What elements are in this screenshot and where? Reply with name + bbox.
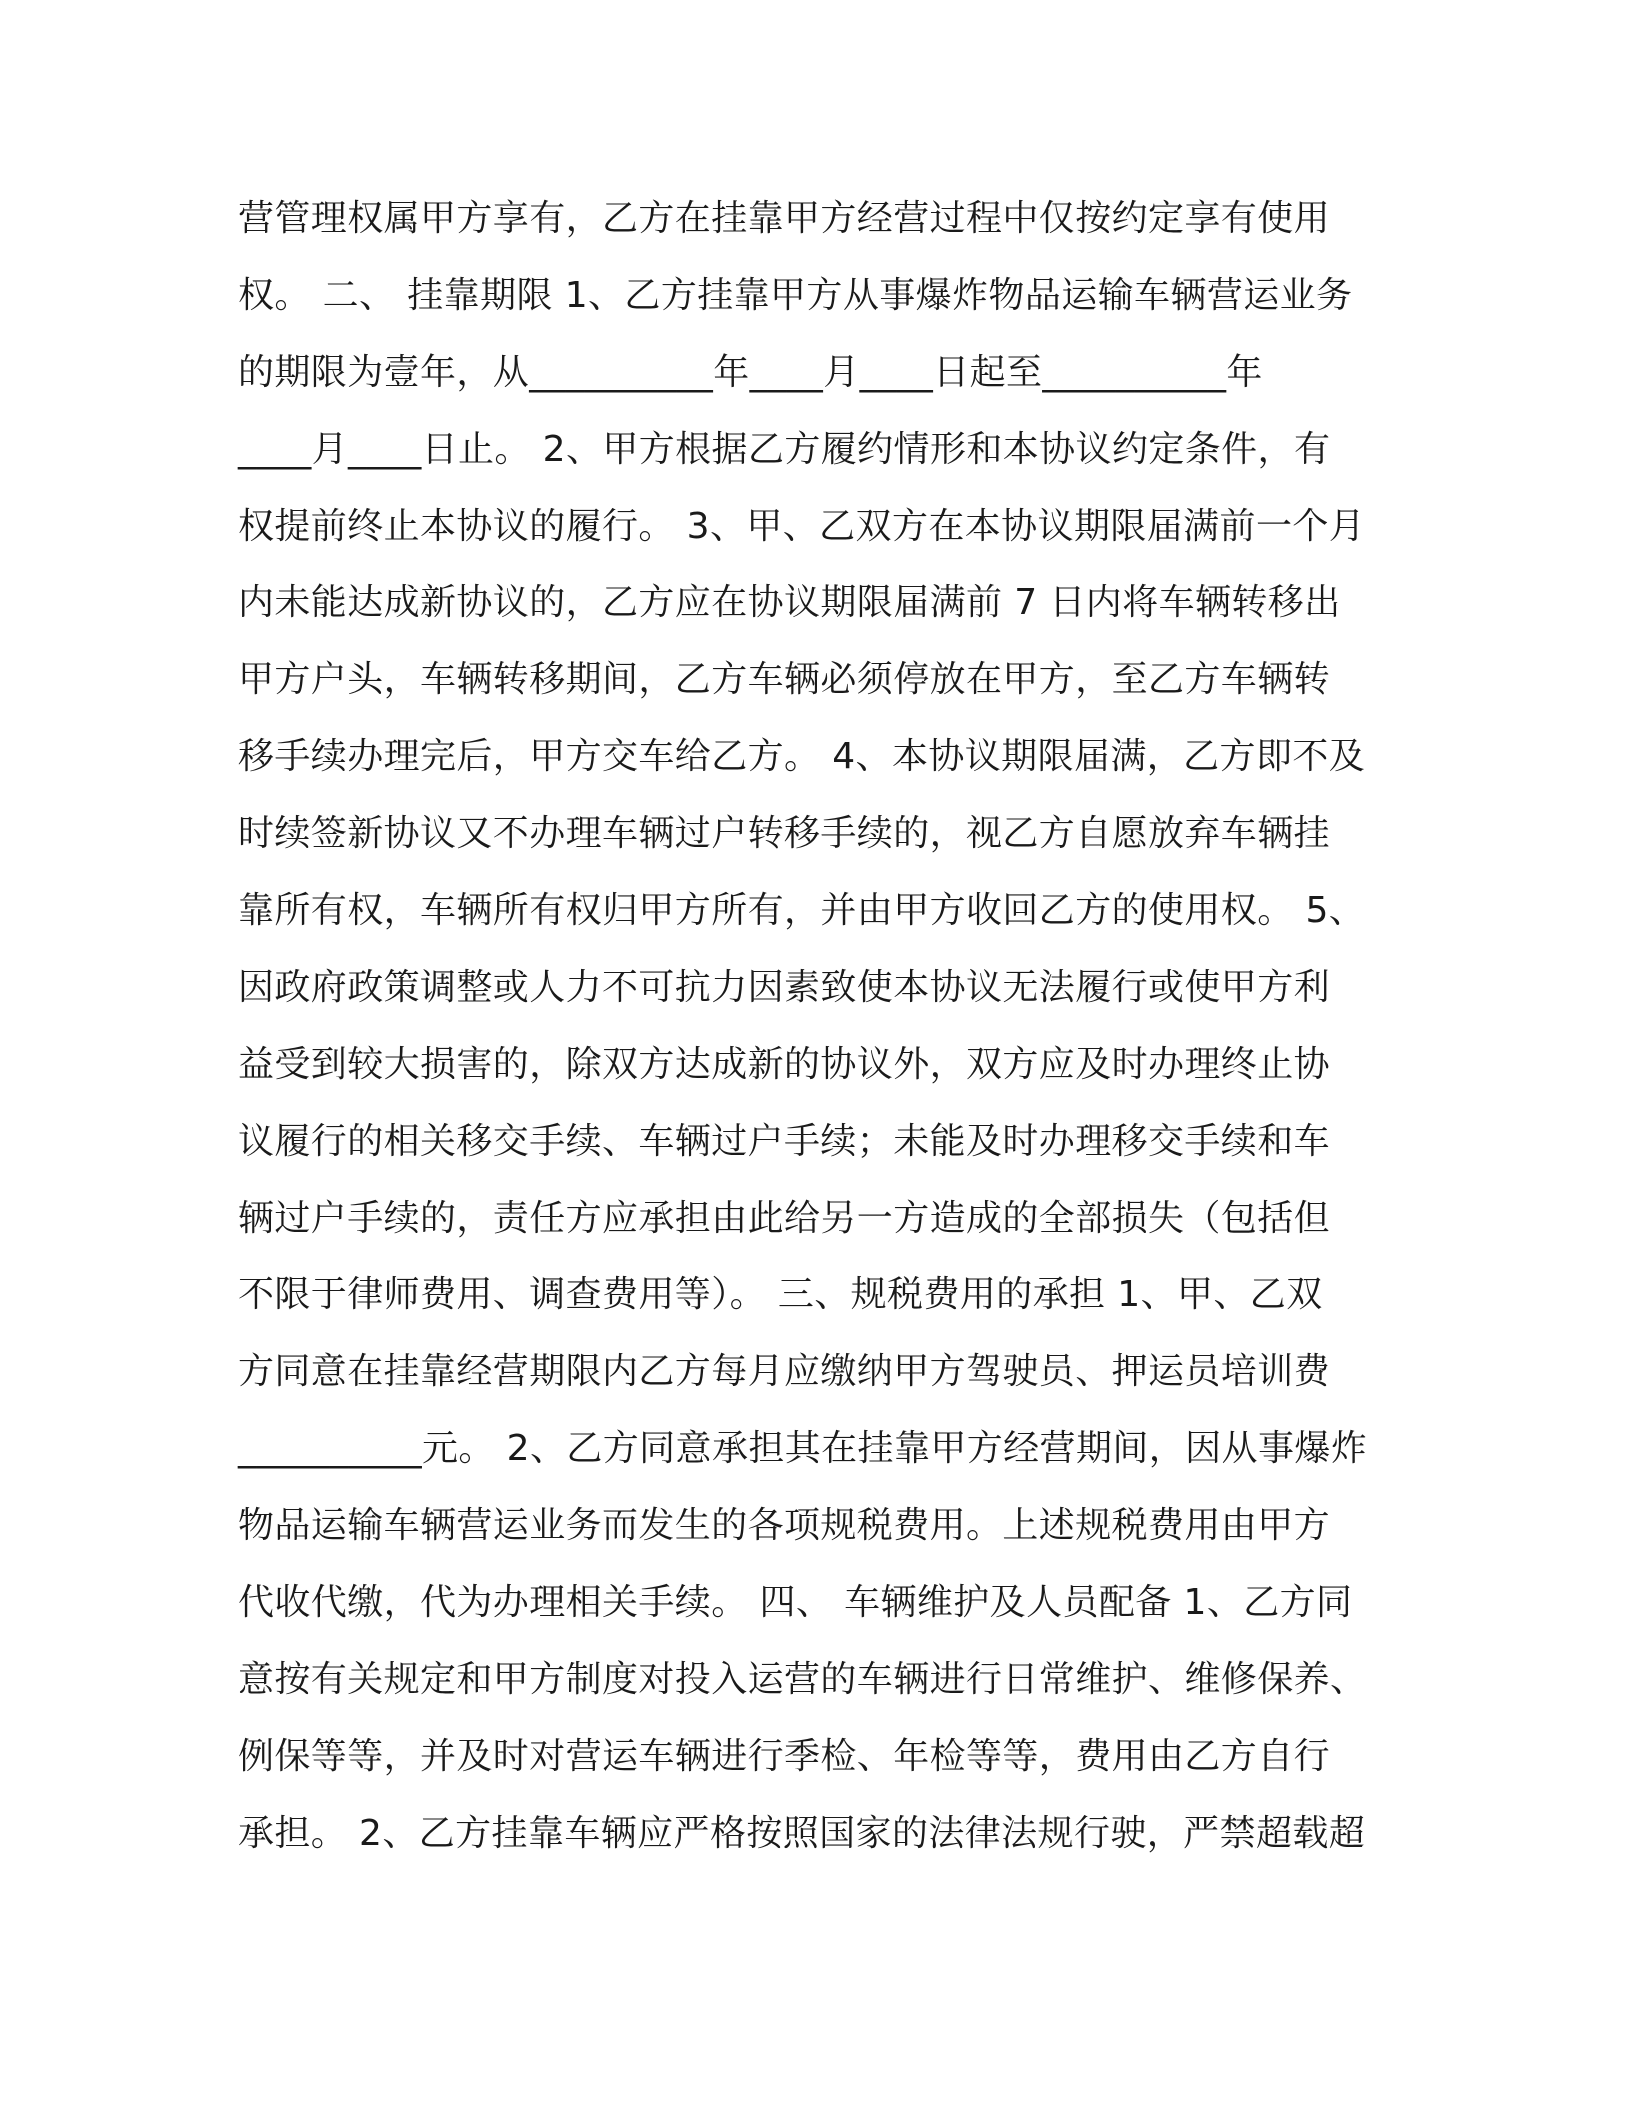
contract-text-body: [238, 190, 1398, 1882]
text-line-13: 议履行的相关移交手续、车辆过户手续；未能及时办理移交手续和车: [238, 1120, 1331, 1162]
text-line-9: 时续签新协议又不办理车辆过户转移手续的，视乙方自愿放弃车辆挂: [238, 813, 1331, 855]
text-line-3: 的期限为壹年，从__________年____月____日起至__________年: [238, 351, 1263, 393]
text-line-6: 内未能达成新协议的，乙方应在协议期限届满前 7 日内将车辆转移出: [238, 582, 1341, 624]
text-line-18: 物品运输车辆营运业务而发生的各项规税费用。上述规税费用由甲方: [238, 1505, 1331, 1547]
text-line-1: 营管理权属甲方享有，乙方在挂靠甲方经营过程中仅按约定享有使用: [238, 198, 1331, 239]
text-line-20: 意按有关规定和甲方制度对投入运营的车辆进行日常维护、维修保养、: [238, 1658, 1367, 1700]
text-line-22: 承担。 2、乙方挂靠车辆应严格按照国家的法律法规行驶，严禁超载超: [238, 1812, 1366, 1854]
text-line-15: 不限于律师费用、调查费用等）。 三、规税费用的承担 1、甲、乙双: [238, 1274, 1323, 1316]
text-line-7: 甲方户头，车辆转移期间，乙方车辆必须停放在甲方，至乙方车辆转: [238, 659, 1331, 701]
text-line-8: 移手续办理完后，甲方交车给乙方。 4、本协议期限届满，乙方即不及: [238, 736, 1366, 778]
text-line-12: 益受到较大损害的，除双方达成新的协议外，双方应及时办理终止协: [238, 1043, 1331, 1085]
text-line-11: 因政府政策调整或人力不可抗力因素致使本协议无法履行或使甲方利: [238, 966, 1331, 1008]
text-line-2: 权。 二、 挂靠期限 1、乙方挂靠甲方从事爆炸物品运输车辆营运业务: [238, 274, 1353, 316]
text-line-14: 辆过户手续的，责任方应承担由此给另一方造成的全部损失（包括但: [238, 1197, 1331, 1239]
text-line-16: 方同意在挂靠经营期限内乙方每月应缴纳甲方驾驶员、押运员培训费: [238, 1351, 1331, 1393]
text-line-19: 代收代缴，代为办理相关手续。 四、 车辆维护及人员配备 1、乙方同: [238, 1582, 1353, 1624]
text-line-10: 靠所有权，车辆所有权归甲方所有，并由甲方收回乙方的使用权。 5、: [238, 890, 1366, 932]
text-line-4: ____月____日止。 2、甲方根据乙方履约情形和本协议约定条件，有: [238, 428, 1331, 470]
text-line-21: 例保等等，并及时对营运车辆进行季检、年检等等，费用由乙方自行: [238, 1735, 1331, 1777]
text-line-17: __________元。 2、乙方同意承担其在挂靠甲方经营期间，因从事爆炸: [238, 1428, 1368, 1470]
text-line-5: 权提前终止本协议的履行。 3、甲、乙双方在本协议期限届满前一个月: [238, 505, 1366, 547]
